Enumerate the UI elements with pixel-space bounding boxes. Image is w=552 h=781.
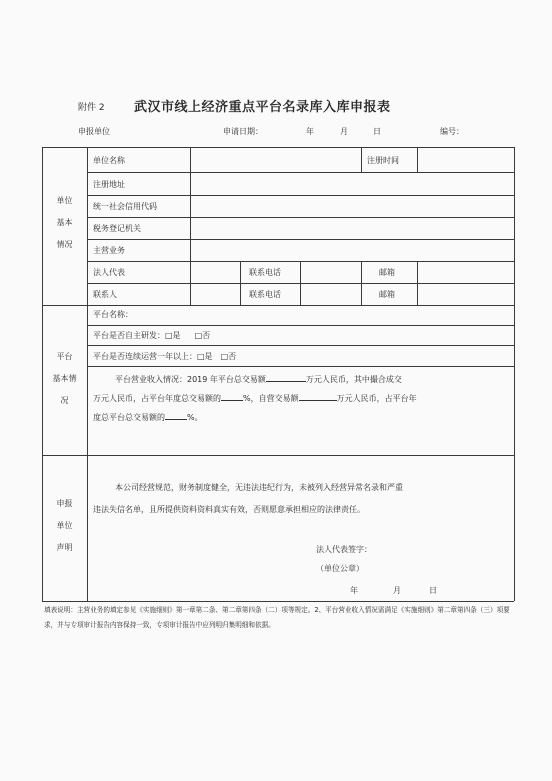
declaration-text	[93, 477, 511, 521]
decl-day: 日	[429, 586, 437, 595]
company-seal-label: （单位公章）	[316, 564, 364, 573]
col-line	[190, 147, 191, 305]
matching-pct-blank[interactable]	[221, 390, 243, 401]
section-line	[42, 455, 514, 456]
section-label-line: 单位	[56, 196, 73, 205]
legal-rep-label: 法人代表	[93, 268, 125, 277]
section-label-line: 申报	[56, 499, 73, 508]
table-border-right	[514, 147, 515, 601]
question-text: 平台是否连续运营一年以上：	[93, 352, 197, 361]
section-label-line: 声明	[56, 543, 73, 552]
self-pct-blank[interactable]	[165, 409, 187, 420]
revenue-text: 万元人民币，其中撮合成交	[305, 375, 402, 384]
apply-date-year: 年	[306, 127, 314, 136]
main-business-label: 主营业务	[93, 246, 125, 255]
yes-checkbox[interactable]: □是	[197, 352, 213, 361]
col-line	[417, 261, 418, 305]
self-developed-question	[93, 330, 210, 341]
row-line	[87, 239, 514, 240]
revenue-text: 万元人民币，占平台年	[336, 394, 417, 403]
applicant-unit-label: 申报单位	[78, 127, 110, 136]
contact-person-label: 联系人	[93, 290, 117, 299]
page-title: 武汉市线上经济重点平台名录库入库申报表	[134, 100, 391, 115]
revenue-text: 万元人民币，占平台年度总交易额的	[93, 394, 221, 403]
no-checkbox[interactable]: □否	[194, 331, 211, 340]
section-label-line: 况	[60, 396, 69, 405]
apply-date-label: 申请日期：	[223, 127, 263, 136]
col-line	[417, 147, 418, 172]
revenue-text: 度总平台总交易额的	[93, 413, 165, 422]
postcode-label: 邮箱	[379, 290, 395, 299]
revenue-text: %，自营交易额	[243, 394, 299, 403]
row-line	[87, 366, 514, 367]
declaration-line: 违法失信名单，且所提供资料资料真实有效，否则愿意承担相应的法律责任。	[93, 505, 365, 514]
declaration-line: 本公司经营规范，财务制度健全，无违法违纪行为，未被列入经营异常名录和严重	[115, 483, 403, 492]
apply-date-day: 日	[373, 127, 381, 136]
section-label-line: 基本情	[52, 374, 77, 383]
question-text: 平台是否自主研发：	[93, 331, 165, 340]
row-line	[87, 172, 514, 173]
table-border-top	[42, 147, 514, 148]
serial-label: 编号：	[440, 127, 464, 136]
col-line	[300, 261, 301, 305]
unit-name-label: 单位名称	[93, 156, 125, 165]
legal-signature-label: 法人代表签字：	[316, 545, 372, 554]
section-label-line: 基本	[56, 218, 73, 227]
platform-section-label	[42, 346, 87, 412]
contact-phone-label: 联系电话	[249, 268, 281, 277]
row-line	[87, 195, 514, 196]
row-line	[87, 217, 514, 218]
col-line	[361, 147, 362, 172]
continuous-operation-question	[93, 351, 236, 362]
unit-section-label	[42, 190, 87, 256]
reg-time-label: 注册时间	[367, 156, 399, 165]
row-line	[87, 345, 514, 346]
revenue-text: 平台营业收入情况：2019 年平台总交易额	[115, 375, 266, 384]
yes-checkbox[interactable]: □是	[165, 331, 181, 340]
col-line	[240, 261, 241, 305]
tax-authority-label: 税务登记机关	[93, 224, 141, 233]
contact-phone-label: 联系电话	[249, 290, 281, 299]
row-line	[87, 325, 514, 326]
section-label-line: 平台	[56, 352, 73, 361]
decl-year: 年	[350, 586, 358, 595]
footnote: 填表说明：主营业务的填定参见《实施细则》第一章第二条、第二章第四条（二）项等规定。2、平台营业收入情况需满足《实施细则》第二章第四条（三）项要求，并与专项审计报告内容保持一致，专项审计报告中应列明归集明细和依据。	[44, 606, 510, 629]
section-label-line: 单位	[56, 521, 73, 530]
self-operated-blank[interactable]	[299, 390, 337, 401]
no-checkbox[interactable]: □否	[220, 352, 237, 361]
section-divider	[87, 147, 88, 601]
decl-month: 月	[393, 586, 401, 595]
apply-date-month: 月	[340, 127, 348, 136]
attachment-label: 附件 2	[78, 103, 105, 113]
section-label-line: 情况	[56, 240, 73, 249]
declaration-section-label	[42, 493, 87, 559]
credit-code-label: 统一社会信用代码	[93, 202, 157, 211]
postcode-label: 邮箱	[379, 268, 395, 277]
revenue-paragraph	[93, 370, 511, 427]
section-line	[42, 305, 514, 306]
col-line	[361, 261, 362, 305]
reg-address-label: 注册地址	[93, 180, 125, 189]
total-amount-blank[interactable]	[266, 371, 306, 382]
table-border-bottom	[42, 601, 514, 602]
revenue-text: %。	[187, 413, 203, 422]
platform-name-label: 平台名称：	[93, 310, 133, 319]
